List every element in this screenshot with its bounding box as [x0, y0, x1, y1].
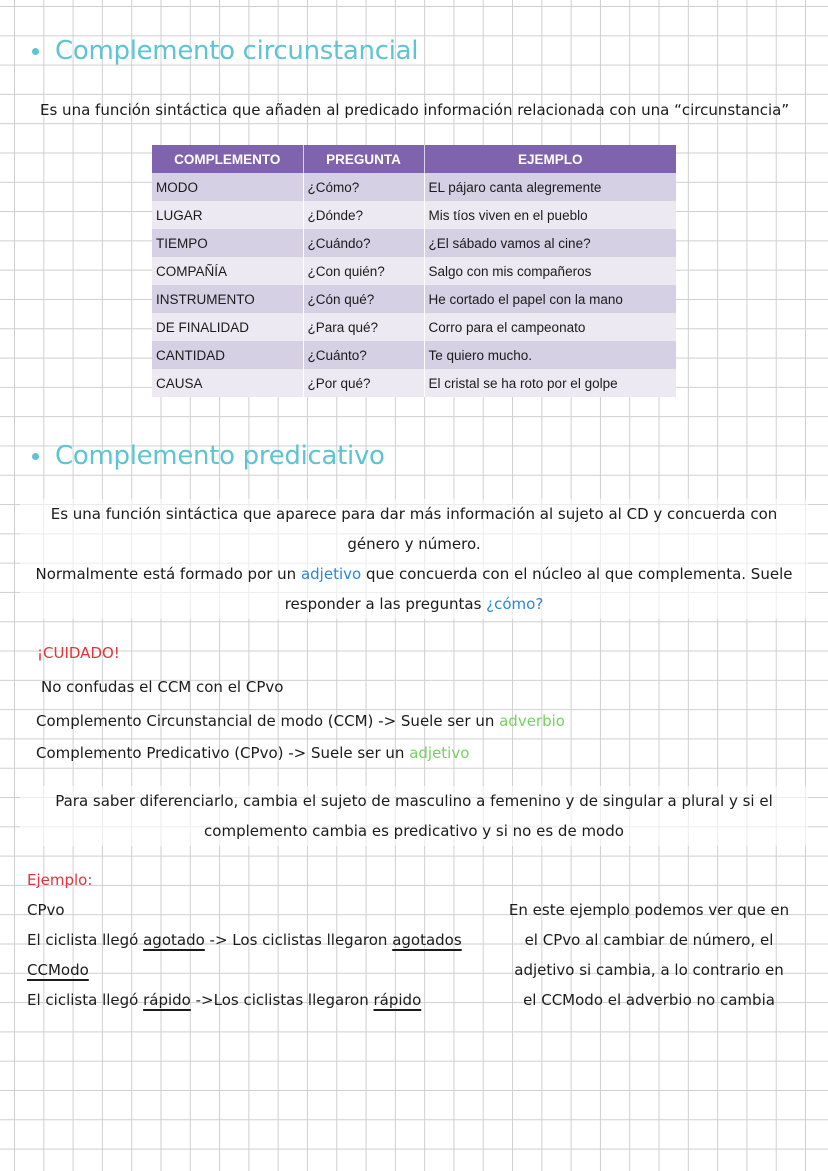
table-row — [152, 313, 676, 341]
section-title-circunstancial — [32, 36, 418, 66]
example-label: Ejemplo: — [27, 871, 93, 889]
section-description: Es una función sintáctica que añaden al predicado información relacionada con una “circunstancia” — [40, 101, 790, 119]
warning-ccm-line — [36, 706, 565, 736]
table-row — [152, 257, 676, 285]
highlight-adjetivo: adjetivo — [300, 565, 362, 583]
table-cell: CAUSA — [152, 369, 303, 397]
warning-cpvo-line — [36, 738, 469, 768]
example-note — [494, 895, 804, 1015]
table-cell: DE FINALIDAD — [152, 313, 303, 341]
table-cell: ¿Por qué? — [303, 369, 424, 397]
highlight-adjetivo: adjetivo — [409, 744, 470, 762]
table-cell: ¿Para qué? — [303, 313, 424, 341]
table-cell: ¿Cón qué? — [303, 285, 424, 313]
text-span: Normalmente está formado por un — [35, 565, 301, 583]
table-cell: Salgo con mis compañeros — [424, 257, 676, 285]
table-cell: ¿El sábado vamos al cine? — [424, 229, 676, 257]
predicativo-definition — [20, 499, 808, 619]
note-line: el CCModo el adverbio no cambia — [523, 991, 775, 1009]
column-header: EJEMPLO — [424, 145, 676, 173]
column-header: PREGUNTA — [303, 145, 424, 173]
table-cell: El cristal se ha roto por el golpe — [424, 369, 676, 397]
table-cell: ¿Con quién? — [303, 257, 424, 285]
definition-line — [20, 559, 808, 589]
table-row — [152, 285, 676, 313]
text-span: que concuerda con el núcleo al que complementa. Suele — [361, 565, 793, 583]
tip-line: Para saber diferenciarlo, cambia el sujeto de masculino a femenino y de singular a plural y si el — [55, 792, 773, 810]
table-cell: MODO — [152, 173, 303, 201]
section-title-predicativo — [32, 441, 385, 471]
example-ccm-label: CCModo — [27, 961, 89, 979]
table-cell: ¿Dónde? — [303, 201, 424, 229]
table-cell: INSTRUMENTO — [152, 285, 303, 313]
underlined-word: rápido — [143, 991, 191, 1009]
definition-line — [20, 589, 808, 619]
table-cell: ¿Cuándo? — [303, 229, 424, 257]
text-span: El ciclista llegó — [27, 991, 144, 1009]
table-cell: ¿Cuánto? — [303, 341, 424, 369]
table-cell: Corro para el campeonato — [424, 313, 676, 341]
table-cell: Te quiero mucho. — [424, 341, 676, 369]
table-row — [152, 173, 676, 201]
definition-line: género y número. — [347, 535, 481, 553]
example-ccm-sentence — [27, 985, 421, 1015]
text-span: Complemento Circunstancial de modo (CCM) -> Suele ser un — [36, 712, 500, 730]
note-line: En este ejemplo podemos ver que en — [508, 901, 790, 919]
bullet-icon — [32, 48, 39, 55]
example-cpvo-sentence — [27, 925, 462, 955]
table-cell: He cortado el papel con la mano — [424, 285, 676, 313]
text-span: ->Los ciclistas llegaron — [190, 991, 374, 1009]
complement-table — [152, 145, 676, 397]
table-cell: CANTIDAD — [152, 341, 303, 369]
table-header-row — [152, 145, 676, 173]
underlined-word: rápido — [373, 991, 422, 1009]
definition-line: Es una función sintáctica que aparece para dar más información al sujeto al CD y concuerda con — [50, 505, 778, 523]
text-span: Complemento Predicativo (CPvo) -> Suele ser un — [36, 744, 410, 762]
table-cell: LUGAR — [152, 201, 303, 229]
complement-table-wrapper — [152, 145, 676, 397]
text-span: El ciclista llegó — [27, 931, 144, 949]
table-row — [152, 229, 676, 257]
highlight-question: ¿cómo? — [486, 595, 544, 613]
bullet-icon — [32, 453, 39, 460]
example-cpvo-label: CPvo — [27, 901, 65, 919]
table-cell: ¿Cómo? — [303, 173, 424, 201]
tip-line: complemento cambia es predicativo y si no es de modo — [204, 822, 624, 840]
text-span: responder a las preguntas — [284, 595, 487, 613]
table-row — [152, 341, 676, 369]
underlined-word: agotados — [392, 931, 462, 949]
highlight-adverbio: adverbio — [499, 712, 565, 730]
table-row — [152, 369, 676, 397]
note-line: el CPvo al cambiar de número, el — [524, 931, 774, 949]
table-row — [152, 201, 676, 229]
tip-paragraph — [20, 786, 808, 846]
warning-title: ¡CUIDADO! — [37, 644, 120, 662]
table-cell: TIEMPO — [152, 229, 303, 257]
underlined-word: agotado — [143, 931, 205, 949]
note-line: adjetivo si cambia, a lo contrario en — [514, 961, 784, 979]
warning-line: No confudas el CCM con el CPvo — [41, 678, 284, 696]
section-title-text: Complemento predicativo — [55, 441, 385, 471]
section-title-text: Complemento circunstancial — [55, 36, 419, 66]
table-cell: Mis tíos viven en el pueblo — [424, 201, 676, 229]
column-header: COMPLEMENTO — [152, 145, 303, 173]
text-span: -> Los ciclistas llegaron — [204, 931, 393, 949]
table-cell: EL pájaro canta alegremente — [424, 173, 676, 201]
table-cell: COMPAÑÍA — [152, 257, 303, 285]
